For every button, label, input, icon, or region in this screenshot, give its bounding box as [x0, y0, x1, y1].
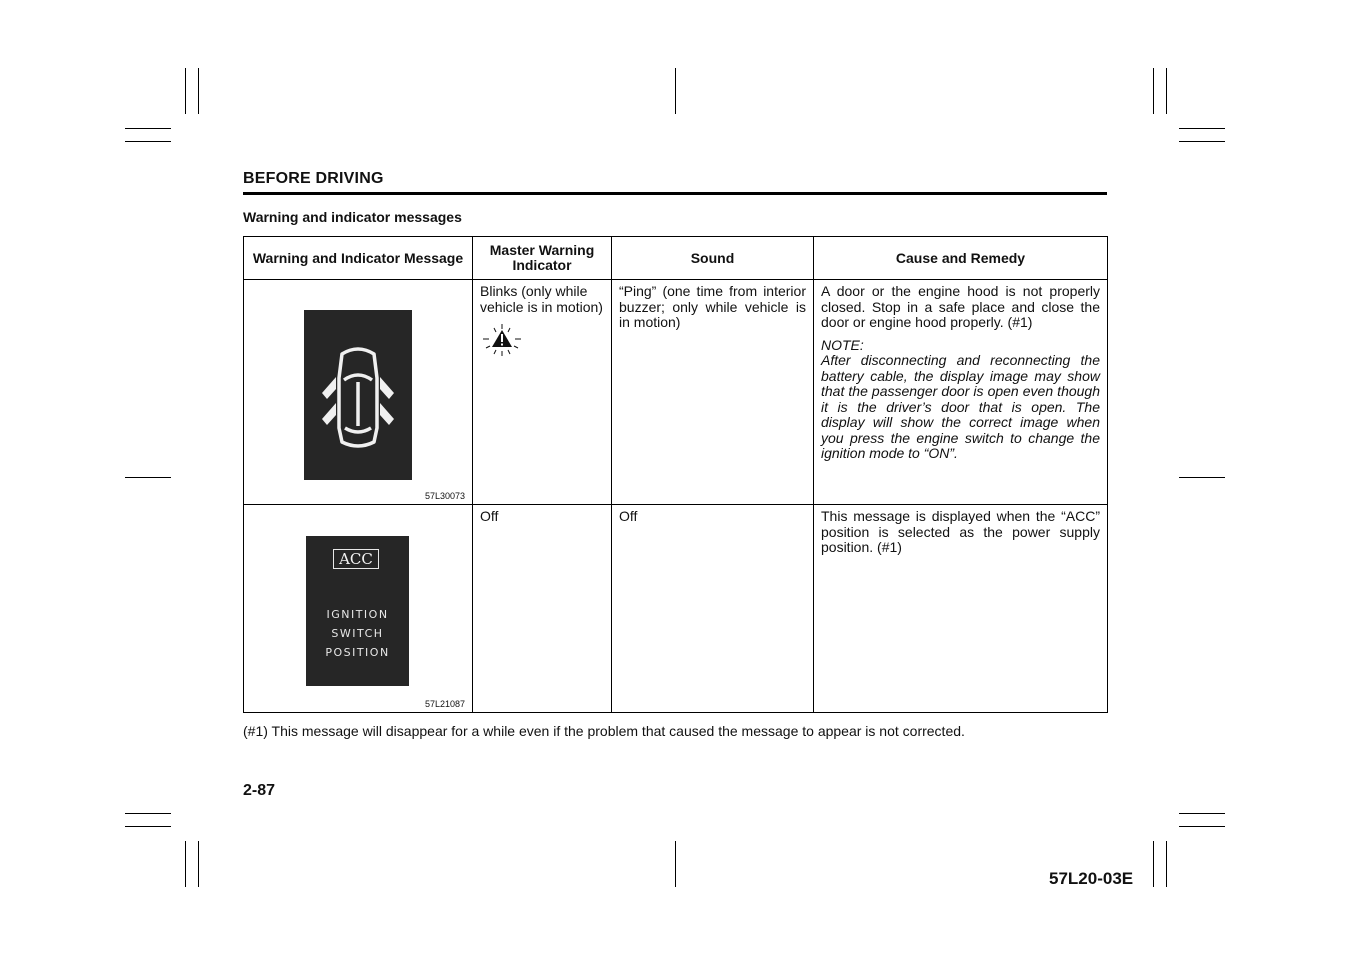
image-code: 57L30073: [424, 491, 465, 501]
display-panel: [304, 310, 412, 480]
crop-mark: [675, 841, 676, 887]
message-image-cell: [244, 280, 473, 505]
acc-indicator: ACC: [333, 549, 379, 569]
master-warning-text: Blinks (only while vehicle is in motion): [480, 283, 603, 315]
crop-mark: [1179, 813, 1225, 814]
display-line-ignition: IGNITION: [326, 608, 389, 621]
crop-mark: [1179, 477, 1225, 478]
master-warning-icon: [480, 321, 526, 361]
table-header-row: [244, 237, 1108, 280]
crop-mark: [1153, 68, 1154, 114]
master-warning-cell: [473, 280, 612, 505]
crop-mark: [125, 141, 171, 142]
sound-cell: Off: [612, 505, 814, 713]
image-code: 57L21087: [424, 699, 465, 709]
crop-mark: [125, 477, 171, 478]
crop-mark: [1179, 826, 1225, 827]
crop-mark: [675, 68, 676, 114]
display-panel: [306, 536, 409, 686]
crop-mark: [1179, 128, 1225, 129]
crop-mark: [125, 813, 171, 814]
document-code: 57L20-03E: [1049, 869, 1134, 888]
section-rule: [243, 192, 1107, 195]
table-subtitle: Warning and indicator messages: [243, 209, 462, 225]
crop-mark: [185, 68, 186, 114]
crop-mark: [1153, 841, 1154, 887]
column-header-sound: Sound: [612, 237, 814, 280]
note-text: After disconnecting and reconnecting the battery cable, the display image may show that the passenger door is open even though it is the driver’s door that is open. The display will show the correct image when you press the engine switch to change the ignition mode to “ON”.: [821, 352, 1100, 461]
column-header-master-warning: Master Warning Indicator: [473, 237, 612, 280]
crop-mark: [185, 841, 186, 887]
car-door-open-icon: [304, 310, 412, 480]
crop-mark: [1166, 68, 1167, 114]
cause-remedy-cell: This message is displayed when the “ACC” position is selected as the power supply position. (#1): [814, 505, 1108, 713]
display-line-position: POSITION: [325, 646, 390, 659]
crop-mark: [125, 826, 171, 827]
section-title: BEFORE DRIVING: [243, 170, 384, 187]
footnote: (#1) This message will disappear for a while even if the problem that caused the message to appear is not corrected.: [243, 723, 965, 739]
column-header-cause: Cause and Remedy: [814, 237, 1108, 280]
column-header-message: Warning and Indicator Message: [244, 237, 473, 280]
cause-text: A door or the engine hood is not properly closed. Stop in a safe place and close the door or engine hood properly. (#1): [821, 283, 1100, 330]
table-row: [244, 280, 1108, 505]
crop-mark: [125, 128, 171, 129]
crop-mark: [1166, 841, 1167, 887]
cause-remedy-cell: [814, 280, 1108, 505]
message-image-cell: [244, 505, 473, 713]
note-heading: NOTE:: [821, 336, 864, 353]
page-number: 2-87: [243, 782, 276, 799]
crop-mark: [198, 841, 199, 887]
crop-mark: [1179, 141, 1225, 142]
table-row: [244, 505, 1108, 713]
master-warning-cell: Off: [473, 505, 612, 713]
crop-mark: [198, 68, 199, 114]
display-line-switch: SWITCH: [331, 627, 384, 640]
warning-messages-table: [243, 236, 1108, 713]
sound-cell: “Ping” (one time from interior buzzer; only while vehicle is in motion): [612, 280, 814, 505]
